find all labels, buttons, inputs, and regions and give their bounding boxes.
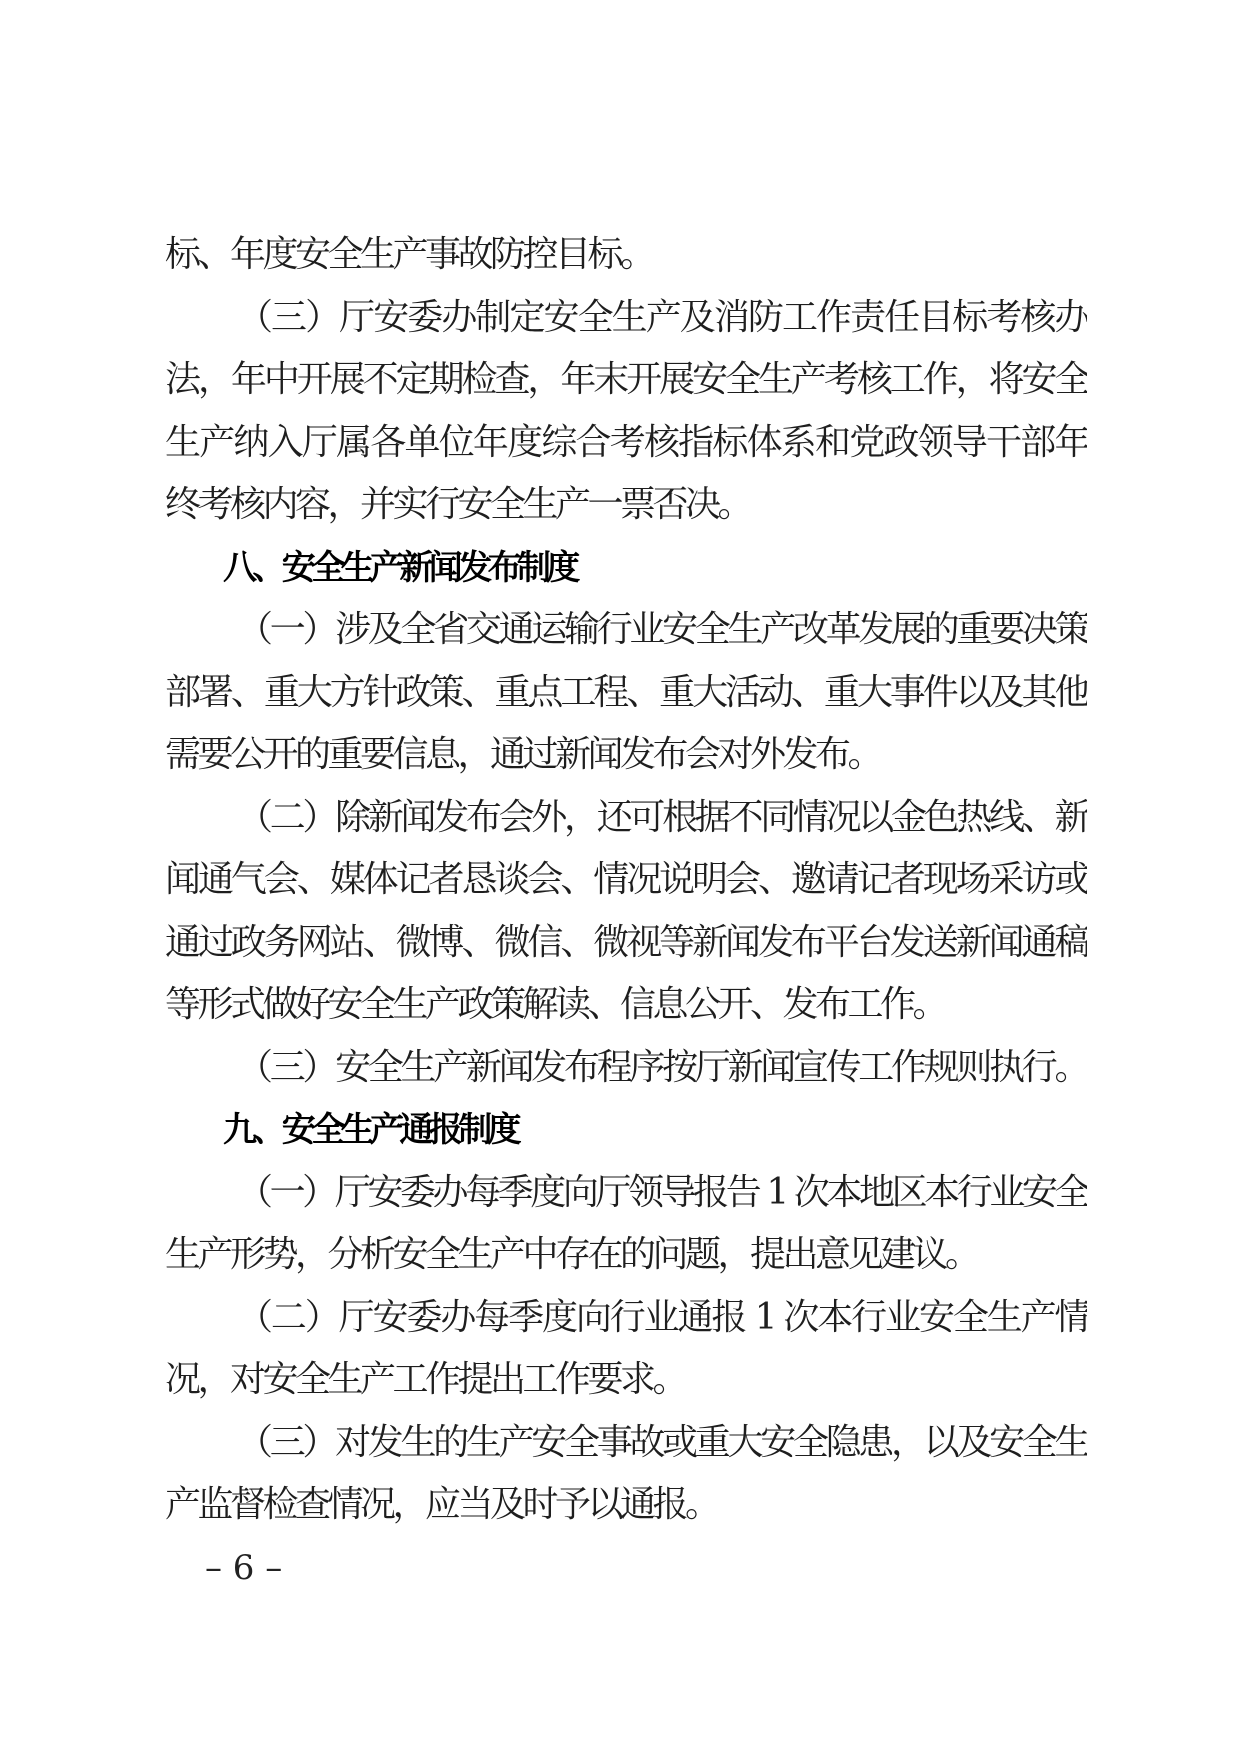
text-line: 生产纳入厅属各单位年度综合考核指标体系和党政领导干部年 <box>165 421 1087 463</box>
text-line: 况，对安全生产工作提出工作要求。 <box>165 1359 686 1400</box>
text-line: 闻通气会、媒体记者恳谈会、情况说明会、邀请记者现场采访或 <box>165 859 1087 900</box>
text-line: （三）安全生产新闻发布程序按厅新闻宣传工作规则执行。 <box>237 1046 1087 1088</box>
text-line: 通过政务网站、微博、微信、微视等新闻发布平台发送新闻通稿 <box>165 921 1087 963</box>
document-body <box>165 224 1087 1599</box>
text-line: （三）对发生的生产安全事故或重大安全隐患，以及安全生 <box>237 1421 1087 1463</box>
text-line: （一）涉及全省交通运输行业安全生产改革发展的重要决策 <box>237 609 1087 650</box>
page-number: – 6 – <box>205 1547 283 1588</box>
text-line: （二）除新闻发布会外，还可根据不同情况以金色热线、新 <box>237 796 1087 838</box>
text-line: 法，年中开展不定期检查，年末开展安全生产考核工作，将安全 <box>165 359 1087 400</box>
text-line: 部署、重大方针政策、重点工程、重大活动、重大事件以及其他 <box>165 671 1087 713</box>
text-line: （三）厅安委办制定安全生产及消防工作责任目标考核办 <box>237 296 1087 338</box>
text-line: 标、年度安全生产事故防控目标。 <box>165 234 653 275</box>
text-line: 等形式做好安全生产政策解读、信息公开、发布工作。 <box>165 984 946 1025</box>
text-line: 产监督检查情况，应当及时予以通报。 <box>165 1484 718 1525</box>
section-heading: 九、安全生产通报制度 <box>223 1110 517 1150</box>
text-line: 生产形势，分析安全生产中存在的问题，提出意见建议。 <box>165 1234 978 1275</box>
text-line: 需要公开的重要信息，通过新闻发布会对外发布。 <box>165 734 881 775</box>
section-heading: 八、安全生产新闻发布制度 <box>223 547 576 588</box>
text-line: （二）厅安委办每季度向行业通报 1 次本行业安全生产情 <box>237 1296 1087 1338</box>
text-line: 终考核内容，并实行安全生产一票否决。 <box>165 484 751 525</box>
text-line: （一）厅安委办每季度向厅领导报告 1 次本地区本行业安全 <box>237 1171 1087 1213</box>
